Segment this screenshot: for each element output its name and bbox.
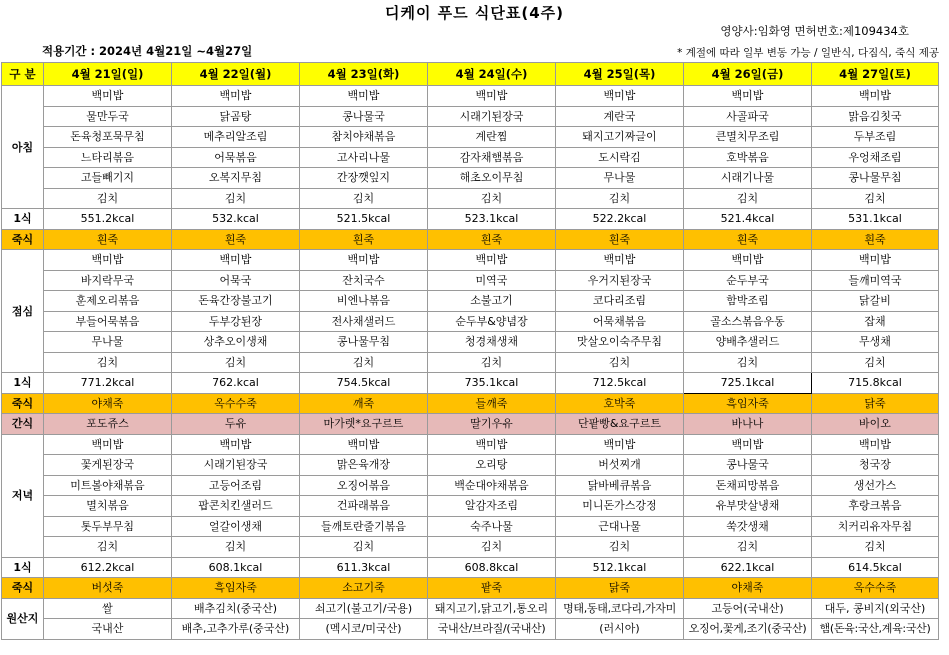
menu-item: 백미밥 — [300, 434, 428, 455]
juk-item: 옥수수죽 — [172, 393, 300, 414]
origin-item: 배추,고추가루(중국산) — [172, 619, 300, 640]
kcal-value: 712.5kcal — [556, 373, 684, 394]
menu-item: 맛살오이숙주무침 — [556, 332, 684, 353]
menu-item: 김치 — [684, 537, 812, 558]
menu-item: 김치 — [428, 188, 556, 209]
table-row — [2, 209, 939, 230]
juk-item: 옥수수죽 — [812, 578, 939, 599]
season-note: * 계절에 따라 일부 변동 가능 / 일반식, 다짐식, 죽식 제공 — [677, 47, 939, 59]
snack-item: 딸기우유 — [428, 414, 556, 435]
menu-item: 백미밥 — [300, 250, 428, 271]
menu-item: 상추오이생채 — [172, 332, 300, 353]
table-row — [2, 578, 939, 599]
kcal-value: 551.2kcal — [44, 209, 172, 230]
header-day: 4월 21일(일) — [44, 63, 172, 86]
menu-item: 건파래볶음 — [300, 496, 428, 517]
kcal-value: 715.8kcal — [812, 373, 939, 394]
juk-item: 흰죽 — [556, 229, 684, 250]
table-row — [2, 414, 939, 435]
snack-label: 간식 — [2, 414, 44, 435]
juk-item: 팥죽 — [428, 578, 556, 599]
table-row — [2, 250, 939, 271]
menu-item: 김치 — [172, 352, 300, 373]
menu-item: 감자채햄볶음 — [428, 147, 556, 168]
menu-item: 백미밥 — [172, 250, 300, 271]
menu-item: 김치 — [300, 537, 428, 558]
kcal-value: 512.1kcal — [556, 557, 684, 578]
juk-item: 소고기죽 — [300, 578, 428, 599]
menu-item: 콩나물무침 — [812, 168, 939, 189]
menu-item: 잔치국수 — [300, 270, 428, 291]
menu-item: 들깨미역국 — [812, 270, 939, 291]
menu-item: 백미밥 — [44, 86, 172, 107]
menu-item: 백미밥 — [44, 434, 172, 455]
menu-item: 무나물 — [44, 332, 172, 353]
juk-item: 흰죽 — [44, 229, 172, 250]
menu-item: 백미밥 — [684, 250, 812, 271]
snack-item: 두유 — [172, 414, 300, 435]
menu-item: 김치 — [428, 537, 556, 558]
origin-item: 배추김치(중국산) — [172, 598, 300, 619]
menu-item: 백미밥 — [556, 434, 684, 455]
kcal-label: 1식 — [2, 557, 44, 578]
menu-item: 백미밥 — [428, 250, 556, 271]
menu-item: 치커리유자무침 — [812, 516, 939, 537]
menu-item: 콩나물국 — [684, 455, 812, 476]
kcal-value: 612.2kcal — [44, 557, 172, 578]
kcal-value: 771.2kcal — [44, 373, 172, 394]
menu-item: 잡채 — [812, 311, 939, 332]
menu-item: 생선가스 — [812, 475, 939, 496]
table-row — [2, 352, 939, 373]
menu-item: 도시락김 — [556, 147, 684, 168]
juk-item: 흰죽 — [300, 229, 428, 250]
meal-label-breakfast: 아침 — [2, 86, 44, 209]
page-title: 디케이 푸드 식단표(4주) — [384, 4, 564, 22]
menu-item: 참치야채볶음 — [300, 127, 428, 148]
menu-item: 해초오이무침 — [428, 168, 556, 189]
menu-item: 꽃게된장국 — [44, 455, 172, 476]
menu-item: 김치 — [172, 537, 300, 558]
menu-item: 백미밥 — [172, 86, 300, 107]
menu-item: 미트볼야채볶음 — [44, 475, 172, 496]
juk-label: 죽식 — [2, 229, 44, 250]
kcal-value: 521.4kcal — [684, 209, 812, 230]
menu-item: 훈제오리볶음 — [44, 291, 172, 312]
menu-item: 큰멸치무조림 — [684, 127, 812, 148]
menu-item: 버섯찌개 — [556, 455, 684, 476]
menu-item: 비엔나볶음 — [300, 291, 428, 312]
header-day: 4월 22일(월) — [172, 63, 300, 86]
menu-item: 김치 — [812, 188, 939, 209]
menu-item: 소불고기 — [428, 291, 556, 312]
juk-item: 흰죽 — [172, 229, 300, 250]
table-row — [2, 373, 939, 394]
juk-item: 흑임자죽 — [172, 578, 300, 599]
menu-item: 어묵볶음 — [172, 147, 300, 168]
menu-item: 무나물 — [556, 168, 684, 189]
menu-item: 김치 — [44, 537, 172, 558]
header-day: 4월 23일(화) — [300, 63, 428, 86]
table-row — [2, 619, 939, 640]
menu-item: 시래기나물 — [684, 168, 812, 189]
kcal-value: 521.5kcal — [300, 209, 428, 230]
menu-item: 사골파국 — [684, 106, 812, 127]
menu-item: 두부강된장 — [172, 311, 300, 332]
apply-period: 적용기간 : 2024년 4월21일 ~4월27일 — [42, 44, 253, 58]
menu-item: 닭곰탕 — [172, 106, 300, 127]
kcal-value: 523.1kcal — [428, 209, 556, 230]
meal-label-lunch: 점심 — [2, 250, 44, 373]
menu-item: 김치 — [556, 537, 684, 558]
kcal-value: 622.1kcal — [684, 557, 812, 578]
juk-item: 흰죽 — [812, 229, 939, 250]
juk-item: 닭죽 — [812, 393, 939, 414]
menu-item: 골소스볶음우동 — [684, 311, 812, 332]
kcal-value: 754.5kcal — [300, 373, 428, 394]
kcal-value: 531.1kcal — [812, 209, 939, 230]
menu-item: 김치 — [684, 188, 812, 209]
header-day: 4월 27일(토) — [812, 63, 939, 86]
meal-table — [1, 62, 939, 640]
kcal-value: 614.5kcal — [812, 557, 939, 578]
nutritionist-info: 영양사:임화영 면허번호:제109434호 — [720, 24, 909, 38]
menu-item: 시래기된장국 — [428, 106, 556, 127]
kcal-value: 611.3kcal — [300, 557, 428, 578]
origin-item: 오징어,꽃게,조기(중국산) — [684, 619, 812, 640]
menu-item: 무생채 — [812, 332, 939, 353]
menu-item: 백미밥 — [300, 86, 428, 107]
menu-item: 코다리조림 — [556, 291, 684, 312]
menu-item: 콩나물국 — [300, 106, 428, 127]
table-row — [2, 86, 939, 107]
menu-item: 백미밥 — [684, 434, 812, 455]
menu-item: 맑은육개장 — [300, 455, 428, 476]
menu-item: 후랑크볶음 — [812, 496, 939, 517]
origin-item: 명태,동태,코다리,가자미 — [556, 598, 684, 619]
table-row — [2, 475, 939, 496]
table-row — [2, 455, 939, 476]
menu-item: 청국장 — [812, 455, 939, 476]
menu-item: 미역국 — [428, 270, 556, 291]
menu-item: 쑥갓생채 — [684, 516, 812, 537]
menu-item: 톳두부무침 — [44, 516, 172, 537]
juk-item: 닭죽 — [556, 578, 684, 599]
menu-item: 들깨토란줄기볶음 — [300, 516, 428, 537]
snack-item: 포도쥬스 — [44, 414, 172, 435]
menu-item: 우엉채조림 — [812, 147, 939, 168]
header-gubun: 구 분 — [2, 63, 44, 86]
kcal-value: 725.1kcal — [684, 373, 812, 394]
menu-item: 백미밥 — [428, 86, 556, 107]
origin-item: 국내산/브라질/(국내산) — [428, 619, 556, 640]
menu-item: 닭갈비 — [812, 291, 939, 312]
menu-item: 양배추샐러드 — [684, 332, 812, 353]
menu-item: 김치 — [300, 188, 428, 209]
menu-item: 돈육간장불고기 — [172, 291, 300, 312]
menu-item: 백미밥 — [812, 86, 939, 107]
header-day: 4월 26일(금) — [684, 63, 812, 86]
origin-item: 쇠고기(불고기/국용) — [300, 598, 428, 619]
origin-label: 원산지 — [2, 598, 44, 639]
menu-item: 얼갈이생채 — [172, 516, 300, 537]
table-row — [2, 537, 939, 558]
table-row — [2, 168, 939, 189]
kcal-value: 532.kcal — [172, 209, 300, 230]
origin-item: 고등어(국내산) — [684, 598, 812, 619]
header-day: 4월 24일(수) — [428, 63, 556, 86]
menu-item: 느타리볶음 — [44, 147, 172, 168]
menu-item: 알감자조림 — [428, 496, 556, 517]
menu-item: 돼지고기짜글이 — [556, 127, 684, 148]
menu-item: 유부맛살냉채 — [684, 496, 812, 517]
menu-item: 멸치볶음 — [44, 496, 172, 517]
menu-item: 오복지무침 — [172, 168, 300, 189]
menu-item: 닭바베큐볶음 — [556, 475, 684, 496]
menu-item: 김치 — [556, 352, 684, 373]
menu-item: 백미밥 — [684, 86, 812, 107]
kcal-value: 608.1kcal — [172, 557, 300, 578]
menu-item: 백미밥 — [812, 250, 939, 271]
menu-item: 고사리나물 — [300, 147, 428, 168]
juk-item: 흰죽 — [428, 229, 556, 250]
menu-item: 어묵국 — [172, 270, 300, 291]
menu-item: 우거지된장국 — [556, 270, 684, 291]
kcal-label: 1식 — [2, 373, 44, 394]
menu-item: 순두부&양념장 — [428, 311, 556, 332]
menu-item: 돈육청포묵무침 — [44, 127, 172, 148]
juk-item: 호박죽 — [556, 393, 684, 414]
menu-item: 호박볶음 — [684, 147, 812, 168]
menu-item: 돈채피망볶음 — [684, 475, 812, 496]
table-row — [2, 393, 939, 414]
origin-item: 쌀 — [44, 598, 172, 619]
menu-item: 팝콘치킨샐러드 — [172, 496, 300, 517]
juk-label: 죽식 — [2, 393, 44, 414]
juk-item: 깨죽 — [300, 393, 428, 414]
menu-item: 함박조림 — [684, 291, 812, 312]
kcal-value: 735.1kcal — [428, 373, 556, 394]
menu-item: 순두부국 — [684, 270, 812, 291]
table-row — [2, 434, 939, 455]
menu-item: 백미밥 — [556, 86, 684, 107]
menu-item: 고들빼기지 — [44, 168, 172, 189]
menu-item: 김치 — [812, 352, 939, 373]
menu-item: 청경채생채 — [428, 332, 556, 353]
juk-item: 흰죽 — [684, 229, 812, 250]
menu-item: 오징어볶음 — [300, 475, 428, 496]
menu-item: 백미밥 — [172, 434, 300, 455]
menu-item: 두부조림 — [812, 127, 939, 148]
menu-item: 김치 — [556, 188, 684, 209]
juk-item: 들깨죽 — [428, 393, 556, 414]
menu-item: 김치 — [44, 188, 172, 209]
table-row — [2, 106, 939, 127]
menu-item: 김치 — [172, 188, 300, 209]
juk-item: 야채죽 — [684, 578, 812, 599]
table-row — [2, 270, 939, 291]
juk-item: 흑임자죽 — [684, 393, 812, 414]
table-row — [2, 147, 939, 168]
table-row — [2, 598, 939, 619]
menu-item: 콩나물무침 — [300, 332, 428, 353]
menu-item: 백순대야채볶음 — [428, 475, 556, 496]
origin-item: 햄(돈육:국산,계육:국산) — [812, 619, 939, 640]
menu-item: 미니돈가스강정 — [556, 496, 684, 517]
origin-item: 돼지고기,닭고기,통오리 — [428, 598, 556, 619]
menu-item: 간장깻잎지 — [300, 168, 428, 189]
table-row — [2, 291, 939, 312]
menu-item: 근대나물 — [556, 516, 684, 537]
table-row — [2, 229, 939, 250]
table-row — [2, 127, 939, 148]
menu-item: 김치 — [428, 352, 556, 373]
kcal-label: 1식 — [2, 209, 44, 230]
menu-item: 숙주나물 — [428, 516, 556, 537]
menu-item: 맑음김칫국 — [812, 106, 939, 127]
menu-item: 김치 — [300, 352, 428, 373]
kcal-value: 522.2kcal — [556, 209, 684, 230]
origin-item: (멕시코/미국산) — [300, 619, 428, 640]
menu-item: 김치 — [44, 352, 172, 373]
meal-label-dinner: 저녁 — [2, 434, 44, 557]
kcal-value: 608.8kcal — [428, 557, 556, 578]
header-day: 4월 25일(목) — [556, 63, 684, 86]
table-row — [2, 188, 939, 209]
menu-item: 백미밥 — [44, 250, 172, 271]
menu-item: 물만두국 — [44, 106, 172, 127]
menu-item: 부들어묵볶음 — [44, 311, 172, 332]
menu-item: 백미밥 — [812, 434, 939, 455]
juk-label: 죽식 — [2, 578, 44, 599]
menu-item: 어묵채볶음 — [556, 311, 684, 332]
menu-item: 오리탕 — [428, 455, 556, 476]
menu-item: 바지락무국 — [44, 270, 172, 291]
snack-item: 바나나 — [684, 414, 812, 435]
table-row — [2, 332, 939, 353]
menu-item: 백미밥 — [428, 434, 556, 455]
origin-item: 대두, 콩비지(외국산) — [812, 598, 939, 619]
origin-item: (러시아) — [556, 619, 684, 640]
menu-item: 계란국 — [556, 106, 684, 127]
kcal-value: 762.kcal — [172, 373, 300, 394]
origin-item: 국내산 — [44, 619, 172, 640]
menu-item: 계란찜 — [428, 127, 556, 148]
juk-item: 버섯죽 — [44, 578, 172, 599]
menu-item: 백미밥 — [556, 250, 684, 271]
menu-item: 고등어조림 — [172, 475, 300, 496]
table-row — [2, 496, 939, 517]
menu-item: 전사채샐러드 — [300, 311, 428, 332]
menu-item: 김치 — [812, 537, 939, 558]
table-row — [2, 311, 939, 332]
menu-item: 메추리알조림 — [172, 127, 300, 148]
snack-item: 바이오 — [812, 414, 939, 435]
snack-item: 단팥빵&요구르트 — [556, 414, 684, 435]
menu-item: 김치 — [684, 352, 812, 373]
table-row — [2, 516, 939, 537]
table-row — [2, 557, 939, 578]
juk-item: 야채죽 — [44, 393, 172, 414]
table-row — [2, 63, 939, 86]
snack-item: 마가렛*요구르트 — [300, 414, 428, 435]
menu-item: 시래기된장국 — [172, 455, 300, 476]
